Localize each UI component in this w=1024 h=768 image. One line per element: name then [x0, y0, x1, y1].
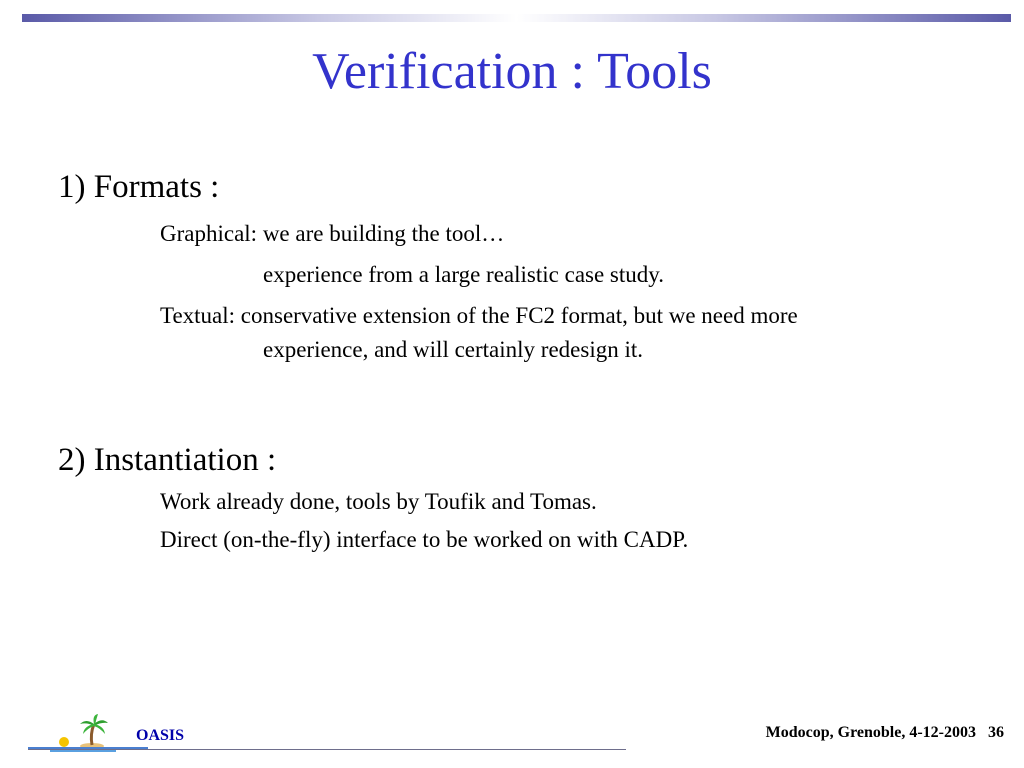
section-heading-formats: 1) Formats :: [58, 169, 220, 205]
footer-event-info: [600, 724, 1004, 742]
bullet-textual: Textual: conservative extension of the FC2 format, but we need more: [160, 303, 798, 328]
footer-event: Modocop, Grenoble, 4-12-2003: [765, 724, 976, 741]
footer-logo-label: OASIS: [136, 727, 185, 744]
bullet-work-done: Work already done, tools by Toufik and Tomas.: [160, 489, 597, 514]
bullet-textual-continued: experience, and will certainly redesign it.: [263, 337, 643, 362]
section-heading-instantiation: 2) Instantiation :: [58, 442, 277, 478]
page-number: 36: [988, 724, 1004, 741]
slide-title: Verification : Tools: [312, 43, 712, 100]
bullet-graphical: Graphical: we are building the tool…: [160, 221, 505, 246]
footer-divider: [28, 749, 626, 750]
bullet-direct-interface: Direct (on-the-fly) interface to be worked on with CADP.: [160, 527, 689, 552]
top-decorative-bar: [22, 14, 1011, 22]
bullet-graphical-sub: experience from a large realistic case study.: [263, 262, 665, 287]
